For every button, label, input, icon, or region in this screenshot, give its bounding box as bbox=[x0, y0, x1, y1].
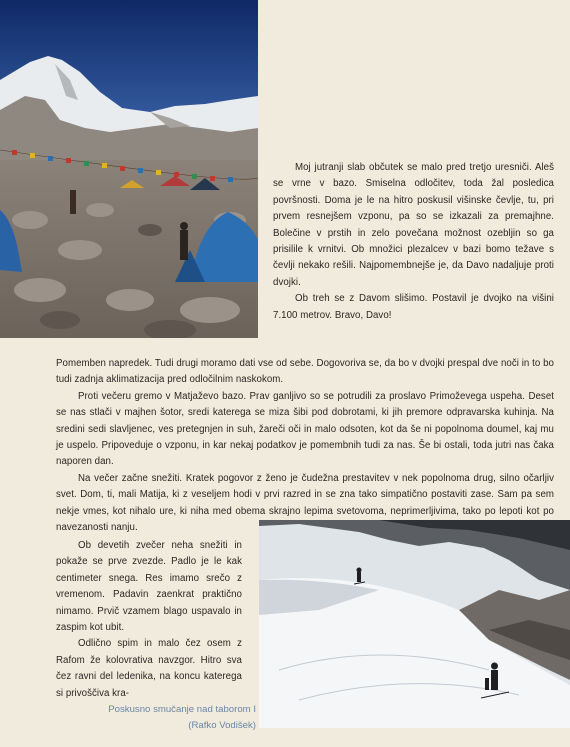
photo-caption bbox=[56, 702, 256, 734]
caption-credit: (Rafko Vodišek) bbox=[188, 720, 256, 731]
paragraph: Odlično spim in malo čez osem z Rafom že kolovrativa navzgor. Hitro sva čez ravni del ledenika, na koncu katerega si privoščiva kra- bbox=[56, 638, 242, 699]
paragraph: Pomemben napredek. Tudi drugi moramo dati vse od sebe. Dogovoriva se, da bo v dvojki prespal dve noči in to bo tudi zadnja aklimatizacija pred odločilnim naskokom. bbox=[56, 358, 554, 386]
article-column-top bbox=[273, 160, 554, 324]
caption-title: Poskusno smučanje nad taborom I bbox=[108, 704, 256, 715]
paragraph: Moj jutranji slab občutek se malo pred tretjo uresniči. Aleš se vrne v bazo. Smiselna odločitev, toda žal posledica površnosti. Doma je le na hitro poskusil višinske čevlje, tu, pri prvem resnejšem vzponu, pa so se izkazali za premajhne. Bolečine v prstih in zelo povečana možnost ozebljin so ga prisilile k vrnitvi. Ob množici plezalcev v bazi bomo težave s čevlji nekako rešili. Najpomembnejše je, da Davo nadaljuje proti dvojki. bbox=[273, 162, 554, 288]
paragraph: Na večer začne snežiti. Kratek pogovor z ženo je čudežna prestavitev v nek popolnoma drug, silno očarljiv svet. Dom, ti, mali Matija, ki z veseljem hodi v prvi razred in se zna tako simpatično postaviti zase. Sam pa sem nekje vmes, kot nihalo ure, ki niha med obema skrajno lepima svetovoma, neprimerljivima, tako po lepoti kot po navezanosti nanju. bbox=[56, 472, 554, 534]
paragraph: Proti večeru gremo v Matjaževo bazo. Prav ganljivo so se potrudili za proslavo Primoževega uspeha. Deset se nas stlači v majhen šotor, sredi katerega se miza šibi pod dobrotami, ki jih premore odpravarska kuhinja. Na sredini sedi slavljenec, ves pretegnjen in suh, žareči oči in malo odsoten, kot da še ni popolnoma doumel, kaj mu je uspelo. Pripoveduje o vzponu, in kar nekaj podatkov je pomembnih tudi za nas. Še bi ostali, toda jutri nas čaka naporen dan. bbox=[56, 390, 554, 468]
ski-slope-photo bbox=[259, 520, 570, 728]
paragraph: Ob treh se z Davom slišimo. Postavil je dvojko na višini 7.100 metrov. Bravo, Davo! bbox=[273, 293, 554, 321]
article-column-bottom bbox=[56, 538, 242, 702]
article-column-full bbox=[56, 356, 554, 536]
paragraph: Ob devetih zvečer neha snežiti in pokaže se prve zvezde. Padlo je le kak centimeter snega. Res imamo srečo z vremenom. Padavin zaenkrat praktično nimamo. Prvič vzamem blago uspavalo in zaspim kot ubit. bbox=[56, 540, 242, 634]
base-camp-photo bbox=[0, 0, 258, 338]
